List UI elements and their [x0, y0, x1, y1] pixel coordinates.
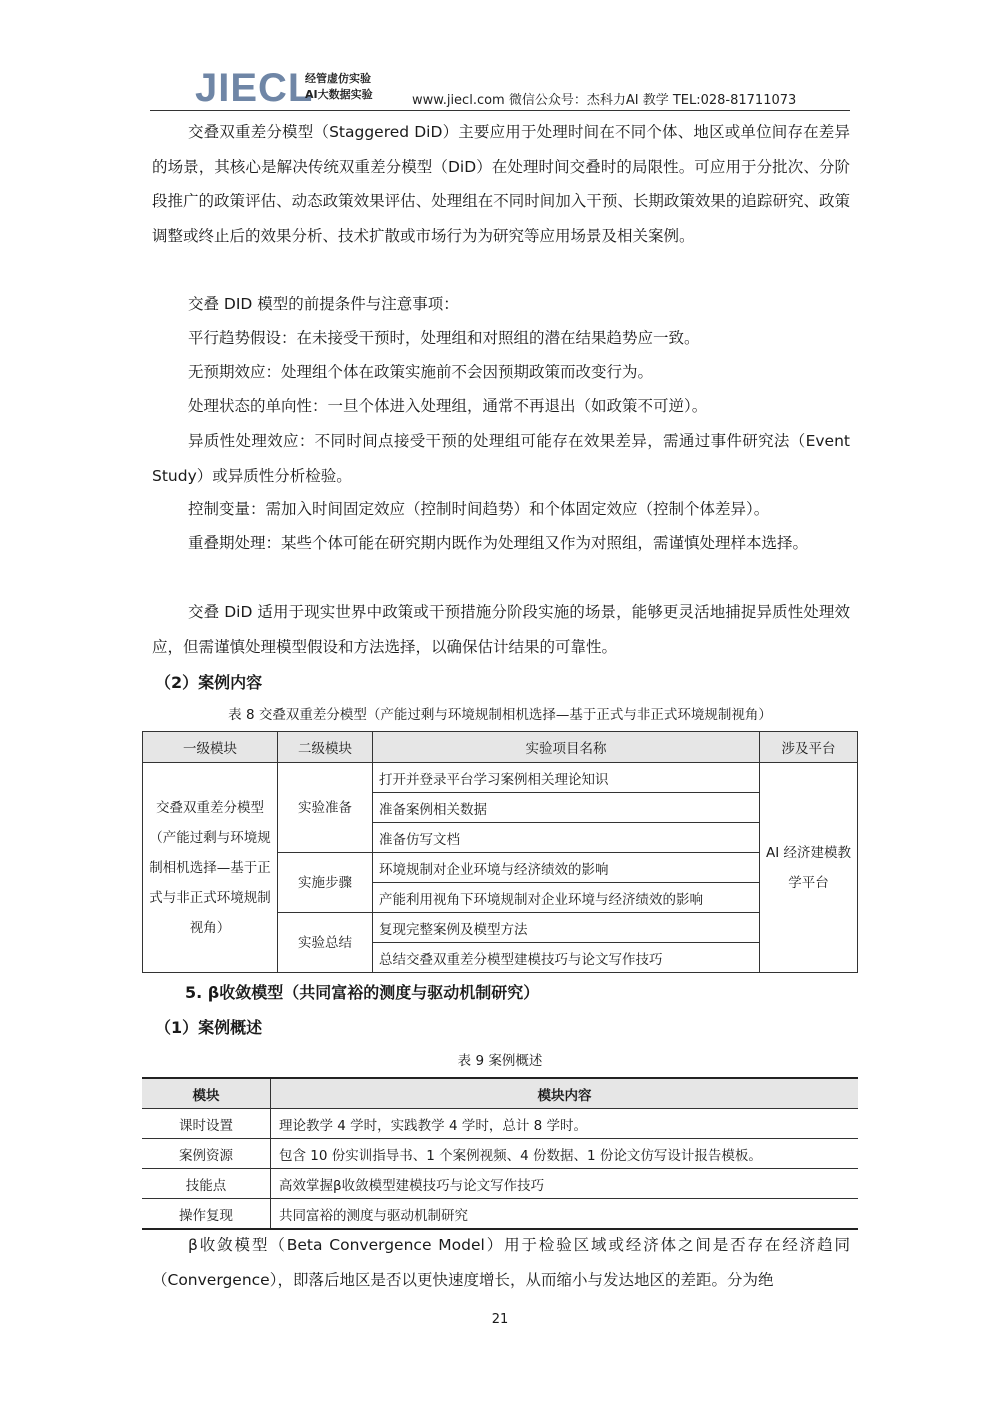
intro-paragraph: 交叠双重差分模型（Staggered DiD）主要应用于处理时间在不同个体、地区或单位间存在差异的场景，其核心是解决传统双重差分模型（DiD）在处理时间交叠时的局限性。可应用于分批次、分阶段推广的政策评估、动态政策效果评估、处理组在不同时间加入干预、长期政策效果的追踪研究、政策调整或终止后的效果分析、技术扩散或市场行为为研究等应用场景及相关案例。: [152, 123, 850, 245]
table-header: 模块内容: [271, 1078, 859, 1109]
table-row: [142, 1169, 858, 1199]
table-row: [142, 1139, 858, 1169]
premise-controls: 控制变量：需加入时间固定效应（控制时间趋势）和个体固定效应（控制个体差异）。: [188, 500, 770, 518]
premise-heterogeneity: 异质性处理效应：不同时间点接受干预的处理组可能存在效果差异，需通过事件研究法（Event Study）或异质性分析检验。: [152, 432, 850, 485]
experiment-item: 产能利用视角下环境规制对企业环境与经济绩效的影响: [373, 883, 760, 913]
experiment-item: 准备案例相关数据: [373, 793, 760, 823]
module-content-cell: 包含 10 份实训指导书、1 个案例视频、4 份数据、1 份论文仿写设计报告模板。: [271, 1139, 859, 1169]
table-header-row: [142, 1078, 858, 1109]
experiment-item: 环境规制对企业环境与经济绩效的影响: [373, 853, 760, 883]
level2-module-cell: 实验准备: [278, 763, 373, 853]
table-row: [142, 1109, 858, 1139]
logo-subtitle: 经管虚仿实验 AI大数据实验: [305, 72, 373, 101]
section-case-content: （2）案例内容: [155, 673, 263, 692]
beta-convergence-paragraph: β收敛模型（Beta Convergence Model）用于检验区域或经济体之间是否存在经济趋同（Convergence），即落后地区是否以更快速度增长，从而缩小与发达地区的差距。分为绝: [152, 1236, 850, 1289]
premise-no-anticipation: 无预期效应：处理组个体在政策实施前不会因预期政策而改变行为。: [188, 363, 654, 381]
module-name-cell: 案例资源: [142, 1139, 271, 1169]
module-content-cell: 共同富裕的测度与驱动机制研究: [271, 1199, 859, 1230]
experiment-item: 准备仿写文档: [373, 823, 760, 853]
table9: [142, 1077, 858, 1230]
table8-caption: 表 8 交叠双重差分模型（产能过剩与环境规制相机选择—基于正式与非正式环境规制视角）: [228, 707, 772, 723]
section-case-overview: （1）案例概述: [155, 1018, 263, 1037]
module-name-cell: 技能点: [142, 1169, 271, 1199]
logo-text: JIECL: [195, 66, 314, 110]
header-contact: www.jiecl.com 微信公众号：杰科力AI 教学 TEL:028-81711073: [412, 93, 797, 108]
table-row: [143, 763, 858, 793]
section-beta-convergence: 5. β收敛模型（共同富裕的测度与驱动机制研究）: [185, 983, 540, 1002]
level1-module-cell: 交叠双重差分模型（产能过剩与环境规制相机选择—基于正式与非正式环境规制视角）: [143, 763, 278, 973]
table-header: 一级模块: [143, 732, 278, 763]
platform-cell: AI 经济建模教学平台: [760, 763, 858, 973]
premise-heading: 交叠 DID 模型的前提条件与注意事项：: [188, 295, 459, 313]
module-name-cell: 课时设置: [142, 1109, 271, 1139]
level2-module-cell: 实验总结: [278, 913, 373, 973]
page-number: 21: [491, 1312, 509, 1327]
module-content-cell: 理论教学 4 学时，实践教学 4 学时，总计 8 学时。: [271, 1109, 859, 1139]
premise-parallel-trend: 平行趋势假设：在未接受干预时，处理组和对照组的潜在结果趋势应一致。: [188, 329, 700, 347]
module-name-cell: 操作复现: [142, 1199, 271, 1230]
header-divider: [150, 110, 850, 111]
level2-module-cell: 实施步骤: [278, 853, 373, 913]
table9-caption: 表 9 案例概述: [457, 1053, 543, 1069]
table-header: 二级模块: [278, 732, 373, 763]
table-header: 涉及平台: [760, 732, 858, 763]
module-content-cell: 高效掌握β收敛模型建模技巧与论文写作技巧: [271, 1169, 859, 1199]
table8: [142, 731, 858, 973]
table-header: 实验项目名称: [373, 732, 760, 763]
experiment-item: 复现完整案例及模型方法: [373, 913, 760, 943]
premise-unidirectional: 处理状态的单向性：一旦个体进入处理组，通常不再退出（如政策不可逆）。: [188, 397, 708, 415]
premise-overlap: 重叠期处理：某些个体可能在研究期内既作为处理组又作为对照组，需谨慎处理样本选择。: [188, 534, 809, 552]
table-row: [142, 1199, 858, 1230]
table-header: 模块: [142, 1078, 271, 1109]
table-header-row: [143, 732, 858, 763]
experiment-item: 打开并登录平台学习案例相关理论知识: [373, 763, 760, 793]
summary-paragraph: 交叠 DiD 适用于现实世界中政策或干预措施分阶段实施的场景，能够更灵活地捕捉异质性处理效应，但需谨慎处理模型假设和方法选择，以确保估计结果的可靠性。: [152, 603, 850, 656]
page-header: [195, 68, 850, 108]
experiment-item: 总结交叠双重差分模型建模技巧与论文写作技巧: [373, 943, 760, 973]
